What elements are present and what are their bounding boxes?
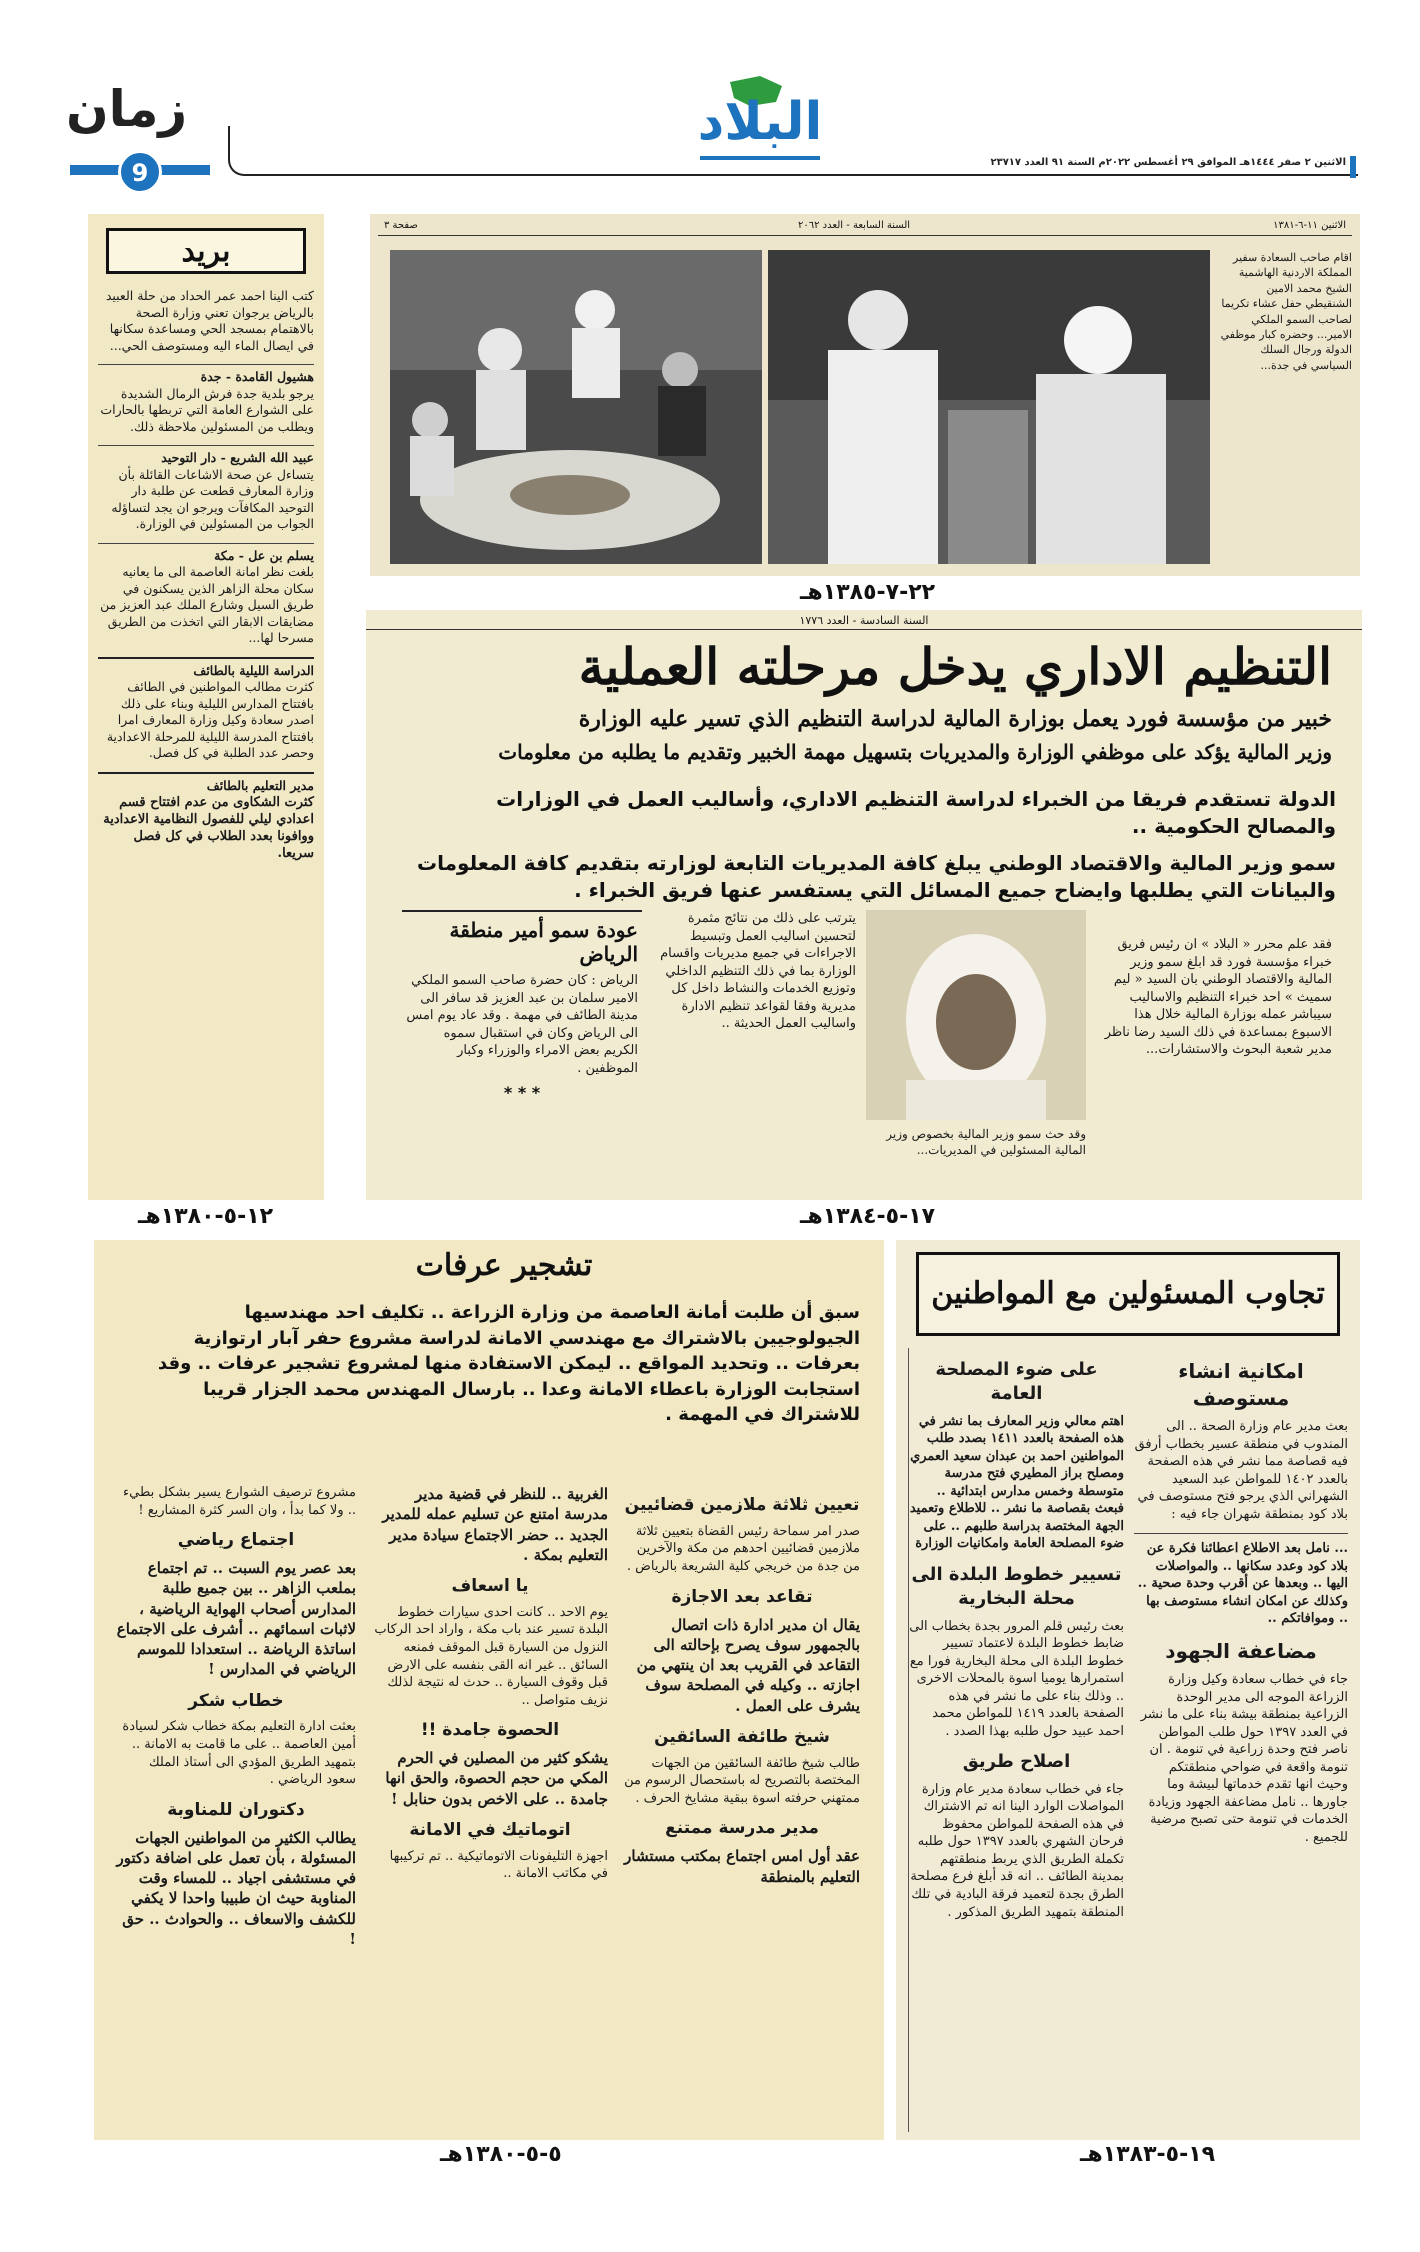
tashjir-item-text: يوم الاحد .. كانت احدى سيارات خطوط البلدة تسير عند باب مكة ، واراد احد الركاب النزول من السيارة قبل الموقف فمنعه السائق .. غير انه القى بنفسه على الارض قبل وقوف السيارة .. حدث له نتيجة لذلك نزيف متواصل ..	[374, 1604, 608, 1708]
tanzim-subhead-2: وزير المالية يؤكد على موظفي الوزارة والمديريات بتسهيل مهمة الخبير وتقديم ما يطلبه من معلومات	[498, 740, 1332, 764]
photos-masthead	[378, 220, 1352, 236]
clipping-tajawob	[896, 1240, 1360, 2140]
tashjir-item-head: يا اسعاف	[451, 1576, 529, 1596]
tajawob-item-head: اصلاح طريق	[962, 1751, 1071, 1773]
tanzim-sub-story-title: عودة سمو أمير منطقة الرياض	[449, 918, 638, 966]
tajawob-item	[1134, 1533, 1348, 1628]
tajawob-item-text: جاء في خطاب سعادة مدير عام وزارة المواصلات الوارد الينا انه تم الاشتراك في هذه الصفحة للمواطن محفوظ فرحان الشهري بالعدد ١٣٩٧ حول طلبه تكملة الطريق الذي يربط منطقتهم بمدينة الطائف .. انه قد أبلغ فرع مصلحة الطرق بجدة لتعميد فرقة البادية في تلك المنطقة بتمهيد الطريق المذكور .	[910, 1781, 1124, 1920]
dateline: الاثنين ٢ صفر ١٤٤٤هـ الموافق ٢٩ أغسطس ٢٠٢٢م السنة ٩١ العدد ٢٣٧١٧	[990, 157, 1346, 168]
tashjir-item-head: اتوماتيك في الامانة	[409, 1819, 571, 1840]
tashjir-item	[116, 1799, 356, 1949]
barid-item-head: هشيول القامدة - جدة	[98, 364, 314, 386]
barid-item-text: يتساءل عن صحة الاشاعات القائلة بأن وزارة المعارف قطعت عن طلبة دار التوحيد المكافآت ويرجو ان يجد لتساؤله الجواب من المسئولين في الوزارة.	[111, 466, 314, 531]
tajawob-item	[909, 1563, 1124, 1740]
tajawob-item	[1134, 1638, 1348, 1846]
barid-item-text: يرجو بلدية جدة فرش الرمال الشديدة على الشوارع العامة التي تربطها بالحارات ويطلب من المسئولين ملاحظة ذلك.	[100, 385, 314, 434]
section-label: زمان	[66, 80, 188, 138]
tashjir-item	[372, 1575, 608, 1709]
newspaper-logo	[690, 72, 830, 162]
tashjir-item	[624, 1726, 860, 1808]
tanzim-headline: التنظيم الاداري يدخل مرحلته العملية	[578, 637, 1332, 696]
tajawob-col-right	[1134, 1348, 1348, 2132]
photos-masthead-issue: السنة السابعة - العدد ٢٠٦٢	[798, 220, 911, 231]
tashjir-item-head: تعيين ثلاثة ملازمين قضائيين	[624, 1495, 860, 1515]
clipping-tanzim	[366, 610, 1362, 1200]
barid-item-head: مدير التعليم بالطائف	[98, 772, 314, 795]
photos-caption: اقام صاحب السعادة سفير المملكة الاردنية الهاشمية الشيخ محمد الامين الشنقيطي حفل عشاء تكريما لصاحب السمو الملكي الامير... وحضره كبار موظفي الدولة ورجال السلك السياسي في جدة...	[1220, 251, 1352, 372]
tashjir-item-text: عقد أول امس اجتماع بمكتب مستشار التعليم بالمنطقة	[624, 1847, 860, 1886]
page-number: 9	[131, 159, 149, 187]
tashjir-item-text: بعد عصر يوم السبت .. تم اجتماع بملعب الزاهر .. بين جميع طلبة المدارس أصحاب الهواية الرياضية ، لاثبات اسمائهم .. أشرف على الاجتماع اساتذة الرياضة .. استعدادا للموسم الرياضي في المدارس !	[116, 1559, 356, 1679]
barid-item-text: كتب الينا احمد عمر الحداد من حلة العبيد بالرياض يرجوان تعني وزارة الصحة بالاهتمام بمسجد الحي ومساعدة سكانها في ايصال الماء اليه ومستوصف الحي...	[105, 288, 314, 353]
tashjir-item-head: خطاب شكر	[188, 1690, 284, 1711]
tashjir-item	[372, 1484, 608, 1565]
minister-photo	[866, 910, 1086, 1120]
tashjir-item-text: اجهزة التليفونات الاتوماتيكية .. تم تركيبها في مكاتب الامانة ..	[389, 1848, 608, 1882]
tajawob-item-text: جاء في خطاب سعادة وكيل وزارة الزراعة الموجه الى مدير الوحدة الزراعية بمنطقة بيشة بناء على ما نشر في العدد ١٣٩٧ حول طلب المواطن ناصر فتح وحدة زراعية في تنومة . ان تنومة واقعة في ضواحي منطقتكم وحيث انها تقدم خدماتها لبيشة وما جاورها .. نامل مضاعفة الجهود وزيادة الخدمات في تنومة حتى تصبح مرضية للجميع .	[1140, 1672, 1348, 1845]
barid-title-box	[106, 228, 306, 274]
photos-masthead-page: صفحة ٣	[384, 220, 418, 231]
tashjir-item-head: دكتوران للمناوبة	[167, 1799, 305, 1820]
barid-item	[98, 445, 314, 533]
tashjir-item-head: مدير مدرسة ممتنع	[665, 1818, 819, 1839]
tashjir-item-text: الغربية .. للنظر في قضية مدير مدرسة امتنع عن تسليم عمله للمدير الجديد .. حضر الاجتماع سيادة مدير التعليم بمكة .	[382, 1485, 608, 1564]
barid-item-text: كثرت مطالب المواطنين في الطائف بافتتاح المدارس الليلية وبناء على ذلك اصدر سعادة وكيل وزارة المعارف امرا بافتتاح المدرسة الليلية للمرحلة الاعدادية وحصر عدد الطلبة في كل فصل.	[106, 679, 314, 760]
tashjir-title: تشجير عرفات	[415, 1248, 593, 1283]
tashjir-item	[624, 1817, 860, 1886]
dinner-photo	[390, 250, 762, 564]
barid-title: بريد	[181, 234, 231, 269]
tajawob-title: تجاوب المسئولين مع المواطنين	[931, 1276, 1325, 1311]
tajawob-item-text: اهتم معالي وزير المعارف بما نشر في هذه الصفحة بالعدد ١٤١١ بصدد طلب المواطنين احمد بن عبدان سعيد العمري ومصلح براز المطيري فتح مدرسة متوسطة وخمس مدارس ابتدائية .. فبعث بقصاصة ما نشر .. للاطلاع وتعميد الجهة المختصة بدراسة طلبهم .. على ضوء المصلحة العامة وامكانيات الوزارة	[909, 1413, 1124, 1552]
tanzim-lead-2: سمو وزير المالية والاقتصاد الوطني يبلغ كافة المديريات التابعة لوزارته بتقديم كافة المعلومات والبيانات التي يطلبها وايضاح جميع المسائل التي يستفسر عنها فريق الخبراء .	[417, 851, 1336, 902]
logo-text: البلاد	[697, 92, 823, 152]
date-barid: ١٢-٥-١٣٨٠هـ	[138, 1204, 274, 1229]
tanzim-masthead: السنة السادسة - العدد ١٧٧٦	[366, 614, 1362, 630]
tanzim-col-mid: يترتب على ذلك من نتائج مثمرة لتحسين اساليب العمل وتبسيط الاجراءات في جميع مديريات واقسام الوزارة بما في ذلك التنظيم الداخلي وتوزيع الخدمات والنشاط داخل كل مديرية وفقا لقواعد تنظيم الادارة واساليب العمل الحديثة ..	[660, 911, 856, 1032]
tashjir-item-head: الحصوة جامدة !!	[420, 1720, 560, 1741]
tajawob-item-text: بعث رئيس قلم المرور بجدة بخطاب الى ضابط خطوط البلدة لاعتماد تسيير خطوط البلدة الى محلة البخارية فورا مع استمرارها يوميا اسوة بالمحلات الاخرى .. وذلك بناء على ما نشر في هذه الصفحة بالعدد ١٤١٩ للمواطن محمد احمد عبيد حول طلبه بهذا الصدد .	[909, 1618, 1124, 1739]
tashjir-item	[372, 1719, 608, 1809]
dinner-scene-icon	[390, 250, 762, 564]
page-header	[0, 0, 1420, 200]
tashjir-item	[116, 1690, 356, 1789]
tajawob-item-text: بعث مدير عام وزارة الصحة .. الى المندوب في منطقة عسير بخطاب أرفق فيه قصاصة مما نشر في هذه الصفحة بالعدد ١٤٠٢ للمواطن عبد السعيد الشهراني الذي يرجو فتح مستوصف في بلاد كود بمنطقة شهران جاء فيه :	[1134, 1419, 1348, 1522]
tashjir-lead: سبق أن طلبت أمانة العاصمة من وزارة الزراعة .. تكليف احد مهندسيها الجيولوجيين بالاشتراك مع مهندسي الامانة لدراسة مشروع حفر آبار ارتوازية بعرفات .. وتحديد المواقع .. ليمكن الاستفادة منها لمشروع تشجير عرفات .. وقد استجابت الوزارة باعطاء الامانة وعدا .. بارسال المهندس محمد الجزار قريبا للاشتراك في المهمة .	[157, 1302, 860, 1426]
tanzim-col-right: فقد علم محرر « البلاد » ان رئيس فريق خبراء مؤسسة فورد قد ابلغ سمو وزير المالية والاقتصاد الوطني بان السيد « ليم سميث » احد خبراء التنظيم والاساليب سيباشر عمله بوزارة المالية خلال هذا الاسبوع بمساعدة في ذلك السيد رضا ناظر مدير شعبة البحوث والاستشارات...	[1104, 937, 1332, 1058]
barid-item	[98, 288, 314, 354]
tashjir-item	[116, 1529, 356, 1679]
guests-scene-icon	[768, 250, 1210, 564]
barid-item-head: عبيد الله الشريع - دار التوحيد	[98, 445, 314, 467]
barid-item-text: بلغت نظر امانة العاصمة الى ما يعانيه سكان محلة الزاهر الذين يسكنون في طريق السيل وشارع الملك عبد العزيز من مضايقات الابقار التي اتخذت من الطريق مسرحا لها...	[100, 564, 314, 645]
barid-column	[98, 288, 314, 873]
tashjir-col-mid	[372, 1484, 608, 2134]
barid-item-text: كثرت الشكاوى من عدم افتتاح قسم اعدادي ليلي للفصول النظامية الاعدادية ووافونا بعدد الطلاب في كل فصل سريعا.	[103, 795, 314, 862]
tanzim-stars: * * *	[503, 1083, 541, 1103]
tanzim-lead-1: الدولة تستقدم فريقا من الخبراء لدراسة التنظيم الاداري، وأساليب العمل في الوزارات والمصالح الحكومية ..	[496, 787, 1336, 838]
tashjir-item-text: بعثت ادارة التعليم بمكة خطاب شكر لسيادة أمين العاصمة .. على ما قامت به الامانة .. بتمهيد الطريق المؤدي الى أستاذ الملك سعود الرياضي .	[122, 1719, 356, 1788]
tanzim-subhead-1: خبير من مؤسسة فورد يعمل بوزارة المالية لدراسة التنظيم الذي تسير عليه الوزارة	[578, 706, 1332, 732]
tajawob-item-head: تسيير خطوط البلدة الى محلة البخارية	[911, 1563, 1122, 1610]
tanzim-sub-story-text: الرياض : كان حضرة صاحب السمو الملكي الامير سلمان بن عبد العزيز قد سافر الى مدينة الطائف في مهمة . وقد عاد يوم امس الى الرياض وكان في استقبال سموه الكريم بعض الامراء والوزراء وكبار الموظفين .	[406, 973, 638, 1076]
tajawob-item	[909, 1358, 1124, 1553]
date-tashjir: ٥-٥-١٣٨٠هـ	[440, 2142, 562, 2167]
guests-photo	[768, 250, 1210, 564]
tashjir-item	[624, 1586, 860, 1716]
clipping-tashjir	[94, 1240, 884, 2140]
tashjir-item-text: يقال ان مدير ادارة ذات اتصال بالجمهور سوف يصرح بإحالته الى التقاعد في القريب بعد ان ينتهي من اجازته .. وكيله في المصلحة سوف يشرف على العمل .	[636, 1615, 860, 1715]
tashjir-item-text: يشكو كثير من المصلين في الحرم المكي من حجم الحصوة، والحق انها جامدة .. على الاخص بدون حنابل !	[385, 1749, 608, 1808]
page-number-badge	[118, 150, 162, 194]
date-tanzim: ١٧-٥-١٣٨٤هـ	[800, 1204, 936, 1229]
clipping-barid	[88, 214, 324, 1200]
tajawob-item-head: مضاعفة الجهود	[1165, 1639, 1317, 1664]
tajawob-col-left	[908, 1348, 1124, 2132]
tashjir-item-head: تقاعد بعد الاجازة	[671, 1586, 813, 1607]
tashjir-item-text: صدر امر سماحة رئيس القضاة بتعيين ثلاثة ملازمين قضائيين احدهم من مكة والآخرين من جدة من خريجي كلية الشريعة بالرياض .	[626, 1523, 860, 1575]
minister-portrait-icon	[866, 910, 1086, 1120]
tashjir-item-text: يطالب الكثير من المواطنين الجهات المسئولة ، بأن تعمل على اضافة دكتور في مستشفى اجياد .. للمساء وقت المناوبة حيث ان طبيبا واحدا لا يكفي للكشف والاسعاف .. والحوادث .. حق !	[116, 1828, 356, 1948]
tashjir-col-right	[624, 1484, 860, 2134]
barid-item-head: يسلم بن عل - مكة	[98, 543, 314, 565]
barid-item	[98, 772, 314, 863]
tajawob-item	[1134, 1358, 1348, 1523]
tajawob-item	[909, 1750, 1124, 1921]
barid-item-head: الدراسة الليلية بالطائف	[98, 657, 314, 680]
tashjir-item	[116, 1484, 356, 1519]
barid-item	[98, 657, 314, 762]
tajawob-item-head: امكانية انشاء مستوصف	[1178, 1359, 1304, 1410]
tashjir-item	[624, 1494, 860, 1576]
tashjir-item-text: مشروع ترصيف الشوارع يسير بشكل بطيء .. ولا كما بدأ ، وان السر كثرة المشاريع !	[123, 1485, 356, 1518]
tashjir-item	[372, 1819, 608, 1883]
barid-item	[98, 543, 314, 647]
tashjir-item-text: طالب شيخ طائفة السائقين من الجهات المختصة بالتصريح له باستحصال الرسوم من ممتهني حرفته اسوة ببقية مشايخ الحرف .	[624, 1755, 860, 1806]
tashjir-item-head: شيخ طائفة السائقين	[654, 1726, 830, 1747]
tanzim-photo-caption: وقد حث سمو وزير المالية بخصوص وزير المالية المسئولين في المديريات...	[886, 1127, 1086, 1158]
date-photos: ٢٢-٧-١٣٨٥هـ	[800, 580, 936, 605]
tajawob-item-text: ... نامل بعد الاطلاع اعطائنا فكرة عن بلاد كود وعدد سكانها .. والمواصلات اليها .. وبعدها عن أقرب وحدة صحية .. وكذلك عن امكان انشاء مستوصف بها .. وموافاتكم ..	[1137, 1541, 1348, 1627]
tajawob-title-box	[916, 1252, 1340, 1336]
photos-masthead-date: الاثنين ١١-٦-١٣٨١	[1273, 220, 1346, 231]
clipping-photos	[370, 214, 1360, 576]
tanzim-sub-story	[402, 910, 642, 1190]
date-tajawob: ١٩-٥-١٣٨٣هـ	[1080, 2142, 1216, 2167]
barid-item	[98, 364, 314, 435]
tajawob-item-head: على ضوء المصلحة العامة	[935, 1359, 1098, 1405]
tashjir-col-left	[116, 1484, 356, 2134]
tashjir-item-head: اجتماع رياضي	[177, 1530, 295, 1551]
